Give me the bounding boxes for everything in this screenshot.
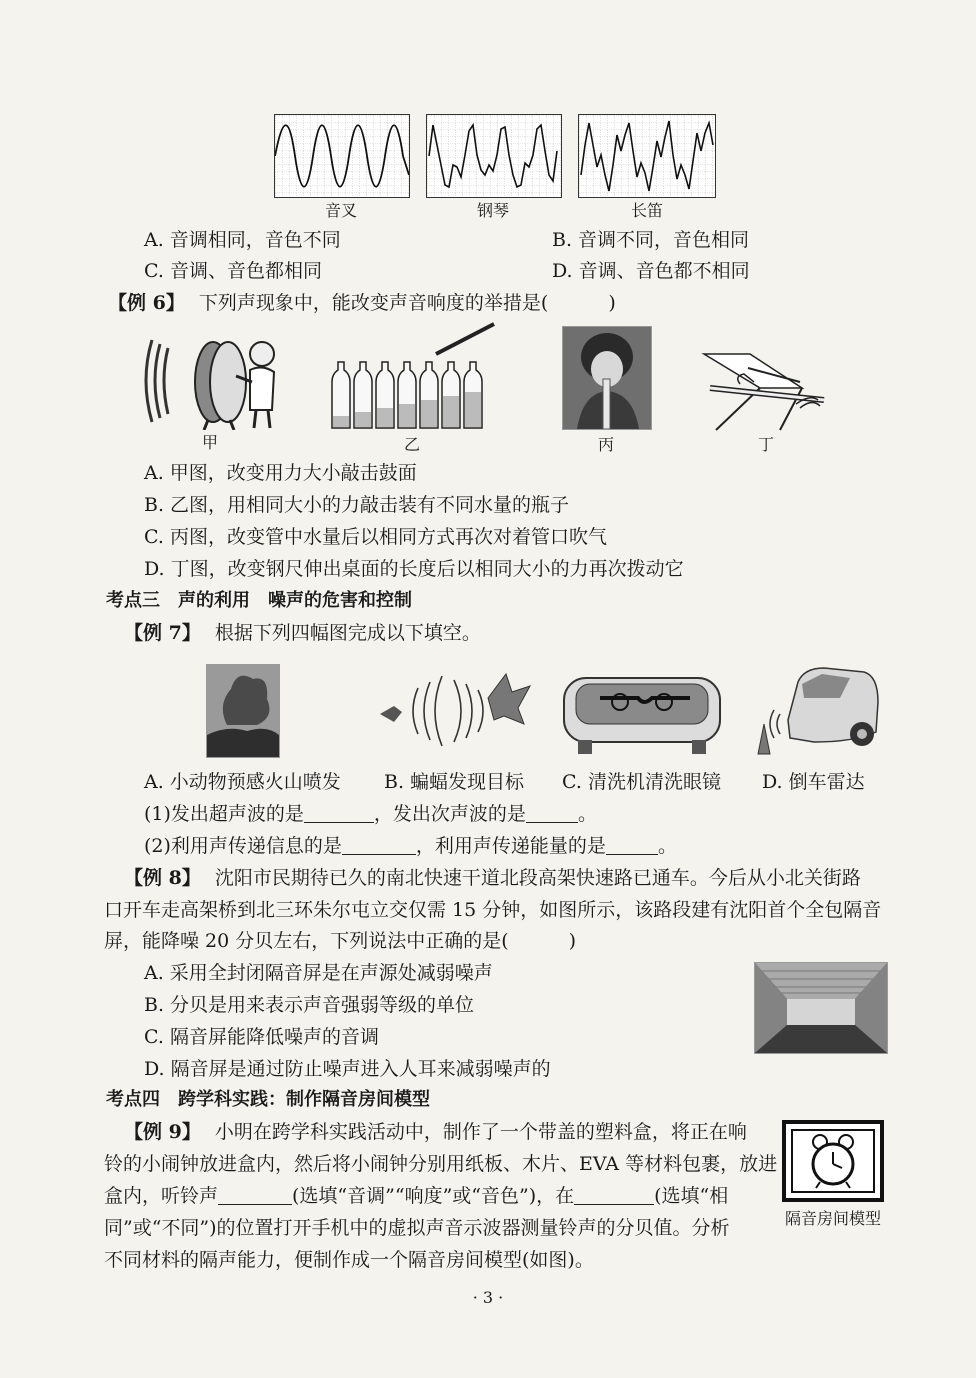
example-6-option-a: A. 甲图，改变用力大小敲击鼓面: [144, 462, 417, 484]
answer-blank[interactable]: [574, 1184, 654, 1205]
answer-blank[interactable]: [304, 802, 374, 823]
page-number: · 3 ·: [472, 1288, 504, 1307]
example-8-line-2: 口开车走高架桥到北三环朱尔屯立交仅需 15 分钟，如图所示，该路段建有沈阳首个全包隔音: [104, 899, 882, 921]
example-6-tag: 【例 6】: [108, 292, 185, 314]
sound-barrier-tunnel-photo: [754, 962, 888, 1054]
example-6-option-d: D. 丁图，改变钢尺伸出桌面的长度后以相同大小的力再次拨动它: [144, 558, 684, 580]
example-9-line-5: 不同材料的隔声能力，便制作成一个隔音房间模型(如图)。: [104, 1249, 594, 1271]
example-6-question: [108, 289, 616, 317]
answer-blank[interactable]: [526, 802, 578, 823]
answer-blank[interactable]: [342, 834, 416, 855]
answer-blank[interactable]: [218, 1184, 292, 1205]
example-8-option-c: C. 隔音屏能降低噪声的音调: [144, 1026, 379, 1048]
q5-option-d: D. 音调、音色都不相同: [552, 260, 750, 282]
example-9-line-3: 盒内，听铃声 (选填“音调”“响度”或“音色”)，在 (选填“相: [104, 1185, 729, 1207]
soundproof-room-caption: 隔音房间模型: [784, 1209, 881, 1228]
example-7-caption-b: B. 蝙蝠发现目标: [384, 771, 525, 793]
example-7-caption-c: C. 清洗机清洗眼镜: [562, 771, 721, 793]
volcano-photo: [206, 664, 280, 758]
example-8-option-b: B. 分贝是用来表示声音强弱等级的单位: [144, 994, 475, 1016]
example-6-option-c: C. 丙图，改变管中水量后以相同方式再次对着管口吹气: [144, 526, 607, 548]
example-8-line-3: 屏，能降噪 20 分贝左右，下列说法中正确的是( ): [104, 930, 577, 952]
example-7-caption-d: D. 倒车雷达: [762, 771, 865, 793]
q5-option-a: A. 音调相同，音色不同: [144, 229, 341, 251]
example-8-option-d: D. 隔音屏是通过防止噪声进入人耳来减弱噪声的: [144, 1058, 551, 1080]
figure-yi-label: 乙: [403, 435, 420, 454]
section-4-title: 考点四 跨学科实践：制作隔音房间模型: [106, 1089, 430, 1110]
example-6-option-b: B. 乙图，用相同大小的力敲击装有不同水量的瓶子: [144, 494, 570, 516]
example-8-tag: 【例 8】: [124, 867, 201, 889]
ruler-on-table-figure: [700, 348, 832, 432]
bat-echolocation-figure: [376, 668, 532, 754]
tuning-fork-waveform: [274, 114, 410, 198]
example-7-tag: 【例 7】: [124, 622, 201, 644]
example-7-question: [124, 619, 481, 647]
example-8-option-a: A. 采用全封闭隔音屏是在声源处减弱噪声: [144, 962, 493, 984]
ultrasonic-cleaner-figure: [560, 664, 724, 758]
piano-label: 钢琴: [476, 201, 509, 220]
drum-figure: [138, 330, 288, 430]
example-9-tag: 【例 9】: [124, 1121, 201, 1143]
example-9-line-4: 同”或“不同”)的位置打开手机中的虚拟声音示波器测量铃声的分贝值。分析: [104, 1217, 730, 1239]
piano-waveform: [426, 114, 562, 198]
answer-blank[interactable]: [606, 834, 658, 855]
waveform-figures: [274, 114, 716, 220]
section-3-title: 考点三 声的利用 噪声的危害和控制: [106, 590, 412, 611]
figure-jia-label: 甲: [201, 433, 218, 452]
figure-bing-label: 丙: [597, 435, 614, 454]
bottles-figure: [328, 320, 496, 432]
figure-ding-label: 丁: [757, 435, 774, 454]
example-9-line-1: 【例 9】 小明在跨学科实践活动中，制作了一个带盖的塑料盒，将正在响: [124, 1121, 747, 1143]
example-8-line-1: 【例 8】 沈阳市民期待已久的南北快速干道北段高架快速路已通车。今后从小北关街路: [124, 867, 861, 889]
flute-label: 长笛: [630, 201, 663, 220]
q5-option-c: C. 音调、音色都相同: [144, 260, 322, 282]
flute-waveform: [578, 114, 716, 198]
example-6-text: 下列声现象中，能改变声音响度的举措是(: [198, 292, 549, 314]
reversing-radar-figure: [754, 662, 882, 758]
example-7-blank-2: (2)利用声传递信息的是 ，利用声传递能量的是 。: [144, 835, 677, 857]
example-9-line-2: 铃的小闹钟放进盒内，然后将小闹钟分别用纸板、木片、EVA 等材料包裹，放进: [104, 1153, 778, 1175]
example-7-text: 根据下列四幅图完成以下填空。: [214, 622, 481, 644]
girl-blowing-tube-photo: [562, 326, 652, 430]
tuning-fork-label: 音叉: [324, 201, 357, 220]
example-6-close: ): [608, 292, 616, 314]
soundproof-room-figure: [782, 1120, 884, 1202]
example-7-caption-a: A. 小动物预感火山喷发: [144, 771, 341, 793]
q5-option-b: B. 音调不同，音色相同: [552, 229, 750, 251]
example-7-blank-1: (1)发出超声波的是 ，发出次声波的是 。: [144, 803, 597, 825]
